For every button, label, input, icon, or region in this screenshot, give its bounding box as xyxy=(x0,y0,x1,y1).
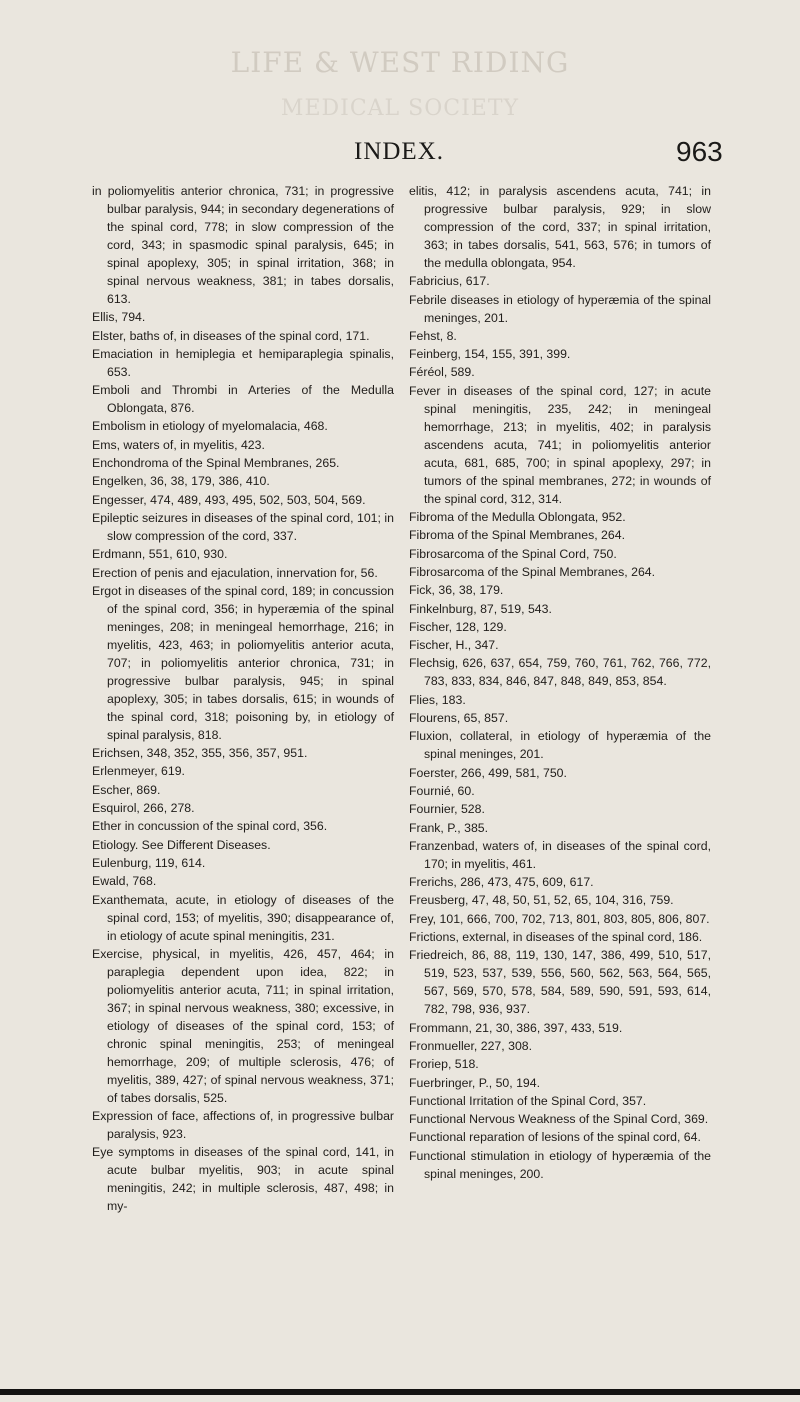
index-entry: Functional stimulation in etiology of hyperæmia of the spinal meninges, 200. xyxy=(409,1148,711,1181)
index-entry: Foerster, 266, 499, 581, 750. xyxy=(409,765,567,780)
index-entry: Fischer, 128, 129. xyxy=(409,619,507,634)
index-entry: Functional reparation of lesions of the spinal cord, 64. xyxy=(409,1130,701,1145)
index-entry: Epileptic seizures in diseases of the spinal cord, 101; in slow compression of the cord, 337. xyxy=(92,510,394,543)
index-entry: Erection of penis and ejaculation, innervation for, 56. xyxy=(92,565,378,580)
index-entry: Ellis, 794. xyxy=(92,310,146,325)
index-entry: Erichsen, 348, 352, 355, 356, 357, 951. xyxy=(92,746,308,761)
index-entry: Flies, 183. xyxy=(409,692,466,707)
index-entry: Fuerbringer, P., 50, 194. xyxy=(409,1075,541,1090)
index-entry: Eye symptoms in diseases of the spinal cord, 141, in acute bulbar myelitis, 903; in acute spinal meningitis, 242; in multiple sclerosis, 487, 498; in my- xyxy=(92,1145,394,1214)
index-column-right xyxy=(409,182,711,1183)
page-number: 963 xyxy=(676,136,723,167)
index-entry: Frerichs, 286, 473, 475, 609, 617. xyxy=(409,875,594,890)
index-entry: Fischer, H., 347. xyxy=(409,638,499,653)
index-entry: Etiology. See Different Diseases. xyxy=(92,837,271,852)
index-entry: Feinberg, 154, 155, 391, 399. xyxy=(409,347,571,362)
index-entry: Froriep, 518. xyxy=(409,1057,479,1072)
index-entry: in poliomyelitis anterior chronica, 731; in progressive bulbar paralysis, 944; in secondary degenerations of the spinal cord, 778; in slow compression of the cord, 343; in spasmodic spinal paralysis, 645; in spinal apoplexy, 305; in spinal irritation, 368; in spinal nervous weakness, 381; in tabes dorsalis, 613. xyxy=(92,184,394,306)
index-entry: Expression of face, affections of, in progressive bulbar paralysis, 923. xyxy=(92,1109,394,1142)
index-entry: Fournié, 60. xyxy=(409,783,475,798)
index-entry: Freusberg, 47, 48, 50, 51, 52, 65, 104, 316, 759. xyxy=(409,893,674,908)
index-entry: Escher, 869. xyxy=(92,782,161,797)
index-entry: Fibroma of the Spinal Membranes, 264. xyxy=(409,528,625,543)
index-entry: Fehst, 8. xyxy=(409,328,457,343)
index-column-left xyxy=(92,182,394,1216)
index-entry: Friedreich, 86, 88, 119, 130, 147, 386, 499, 510, 517, 519, 523, 537, 539, 556, 560, 562, 563, 564, 565, 567, 569, 570, 578, 584, 589, 590, 591, 593, 614, 782, 798, 936, 937. xyxy=(409,948,711,1017)
index-entry: Flechsig, 626, 637, 654, 759, 760, 761, 762, 766, 772, 783, 833, 834, 846, 847, 848, 849, 853, 854. xyxy=(409,656,711,689)
index-entry: Fibrosarcoma of the Spinal Cord, 750. xyxy=(409,546,617,561)
index-entry: Functional Irritation of the Spinal Cord, 357. xyxy=(409,1093,647,1108)
index-entry: Fluxion, collateral, in etiology of hyperæmia of the spinal meninges, 201. xyxy=(409,729,711,762)
index-entry: Erlenmeyer, 619. xyxy=(92,764,185,779)
index-entry: Erdmann, 551, 610, 930. xyxy=(92,547,228,562)
index-entry: Franzenbad, waters of, in diseases of the spinal cord, 170; in myelitis, 461. xyxy=(409,838,711,871)
index-entry: Elster, baths of, in diseases of the spinal cord, 171. xyxy=(92,328,370,343)
running-head-title: INDEX. xyxy=(354,138,445,165)
page-bottom-border xyxy=(0,1389,800,1395)
index-entry: Emaciation in hemiplegia et hemiparaplegia spinalis, 653. xyxy=(92,346,394,379)
index-entry: Fournier, 528. xyxy=(409,802,485,817)
index-entry: Fronmueller, 227, 308. xyxy=(409,1038,533,1053)
index-entry: Ems, waters of, in myelitis, 423. xyxy=(92,437,265,452)
index-entry: Enchondroma of the Spinal Membranes, 265. xyxy=(92,456,340,471)
index-entry: elitis, 412; in paralysis ascendens acuta, 741; in progressive bulbar paralysis, 929; in slow compression of the cord, 337; in spinal irritation, 363; in tabes dorsalis, 541, 563, 576; in tumors of the medulla oblongata, 954. xyxy=(409,184,711,270)
index-entry: Fibrosarcoma of the Spinal Membranes, 264. xyxy=(409,564,656,579)
index-entry: Fabricius, 617. xyxy=(409,274,490,289)
index-entry: Fick, 36, 38, 179. xyxy=(409,583,504,598)
index-entry: Frommann, 21, 30, 386, 397, 433, 519. xyxy=(409,1020,623,1035)
index-entry: Engelken, 36, 38, 179, 386, 410. xyxy=(92,474,270,489)
library-stamp-watermark: LIFE & WEST RIDING xyxy=(230,46,570,79)
index-entry: Flourens, 65, 857. xyxy=(409,711,509,726)
index-entry: Frank, P., 385. xyxy=(409,820,489,835)
index-entry: Ether in concussion of the spinal cord, 356. xyxy=(92,819,328,834)
index-entry: Embolism in etiology of myelomalacia, 468. xyxy=(92,419,328,434)
index-entry: Exercise, physical, in myelitis, 426, 457, 464; in paraplegia dependent upon idea, 822; in poliomyelitis anterior acuta, 711; in spinal irritation, 367; in spinal nervous weakness, 380; excessive, in etiology of diseases of the spinal cord, 153; of chronic spinal meningitis, 253; of meningeal hemorrhage, 209; of multiple sclerosis, 476; of myelitis, 389, 427; of spinal nervous weakness, 371; of tabes dorsalis, 525. xyxy=(92,946,394,1105)
index-entry: Frictions, external, in diseases of the spinal cord, 186. xyxy=(409,930,703,945)
index-entry: Febrile diseases in etiology of hyperæmia of the spinal meninges, 201. xyxy=(409,292,711,325)
index-entry: Functional Nervous Weakness of the Spinal Cord, 369. xyxy=(409,1112,709,1127)
index-entry: Féréol, 589. xyxy=(409,365,475,380)
index-entry: Fibroma of the Medulla Oblongata, 952. xyxy=(409,510,626,525)
index-entry: Finkelnburg, 87, 519, 543. xyxy=(409,601,552,616)
index-entry: Frey, 101, 666, 700, 702, 713, 801, 803, 805, 806, 807. xyxy=(409,911,710,926)
library-stamp-watermark-line2: MEDICAL SOCIETY xyxy=(280,96,520,121)
index-entry: Exanthemata, acute, in etiology of diseases of the spinal cord, 153; of myelitis, 390; disappearance of, in etiology of acute spinal meningitis, 231. xyxy=(92,892,394,943)
index-entry: Ewald, 768. xyxy=(92,874,157,889)
index-entry: Eulenburg, 119, 614. xyxy=(92,855,206,870)
index-entry: Esquirol, 266, 278. xyxy=(92,801,195,816)
index-entry: Ergot in diseases of the spinal cord, 189; in concussion of the spinal cord, 356; in hyperæmia of the spinal meninges, 208; in meningeal hemorrhage, 216; in myelitis, 423, 463; in poliomyelitis anterior acuta, 707; in poliomyelitis anterior chronica, 731; in progressive bulbar paralysis, 945; in spinal apoplexy, 305; in tabes dorsalis, 615; in wounds of the spinal cord, 318; poisoning by, in etiology of spinal paralysis, 818. xyxy=(92,583,394,742)
index-entry: Emboli and Thrombi in Arteries of the Medulla Oblongata, 876. xyxy=(92,383,394,416)
index-entry: Engesser, 474, 489, 493, 495, 502, 503, 504, 569. xyxy=(92,492,366,507)
index-entry: Fever in diseases of the spinal cord, 127; in acute spinal meningitis, 235, 242; in meningeal hemorrhage, 213; in myelitis, 402; in paralysis ascendens acuta, 741; in poliomyelitis anterior acuta, 681, 685, 700; in spinal apoplexy, 297; in tumors of the spinal membranes, 272; in wounds of the spinal cord, 312, 314. xyxy=(409,383,711,506)
